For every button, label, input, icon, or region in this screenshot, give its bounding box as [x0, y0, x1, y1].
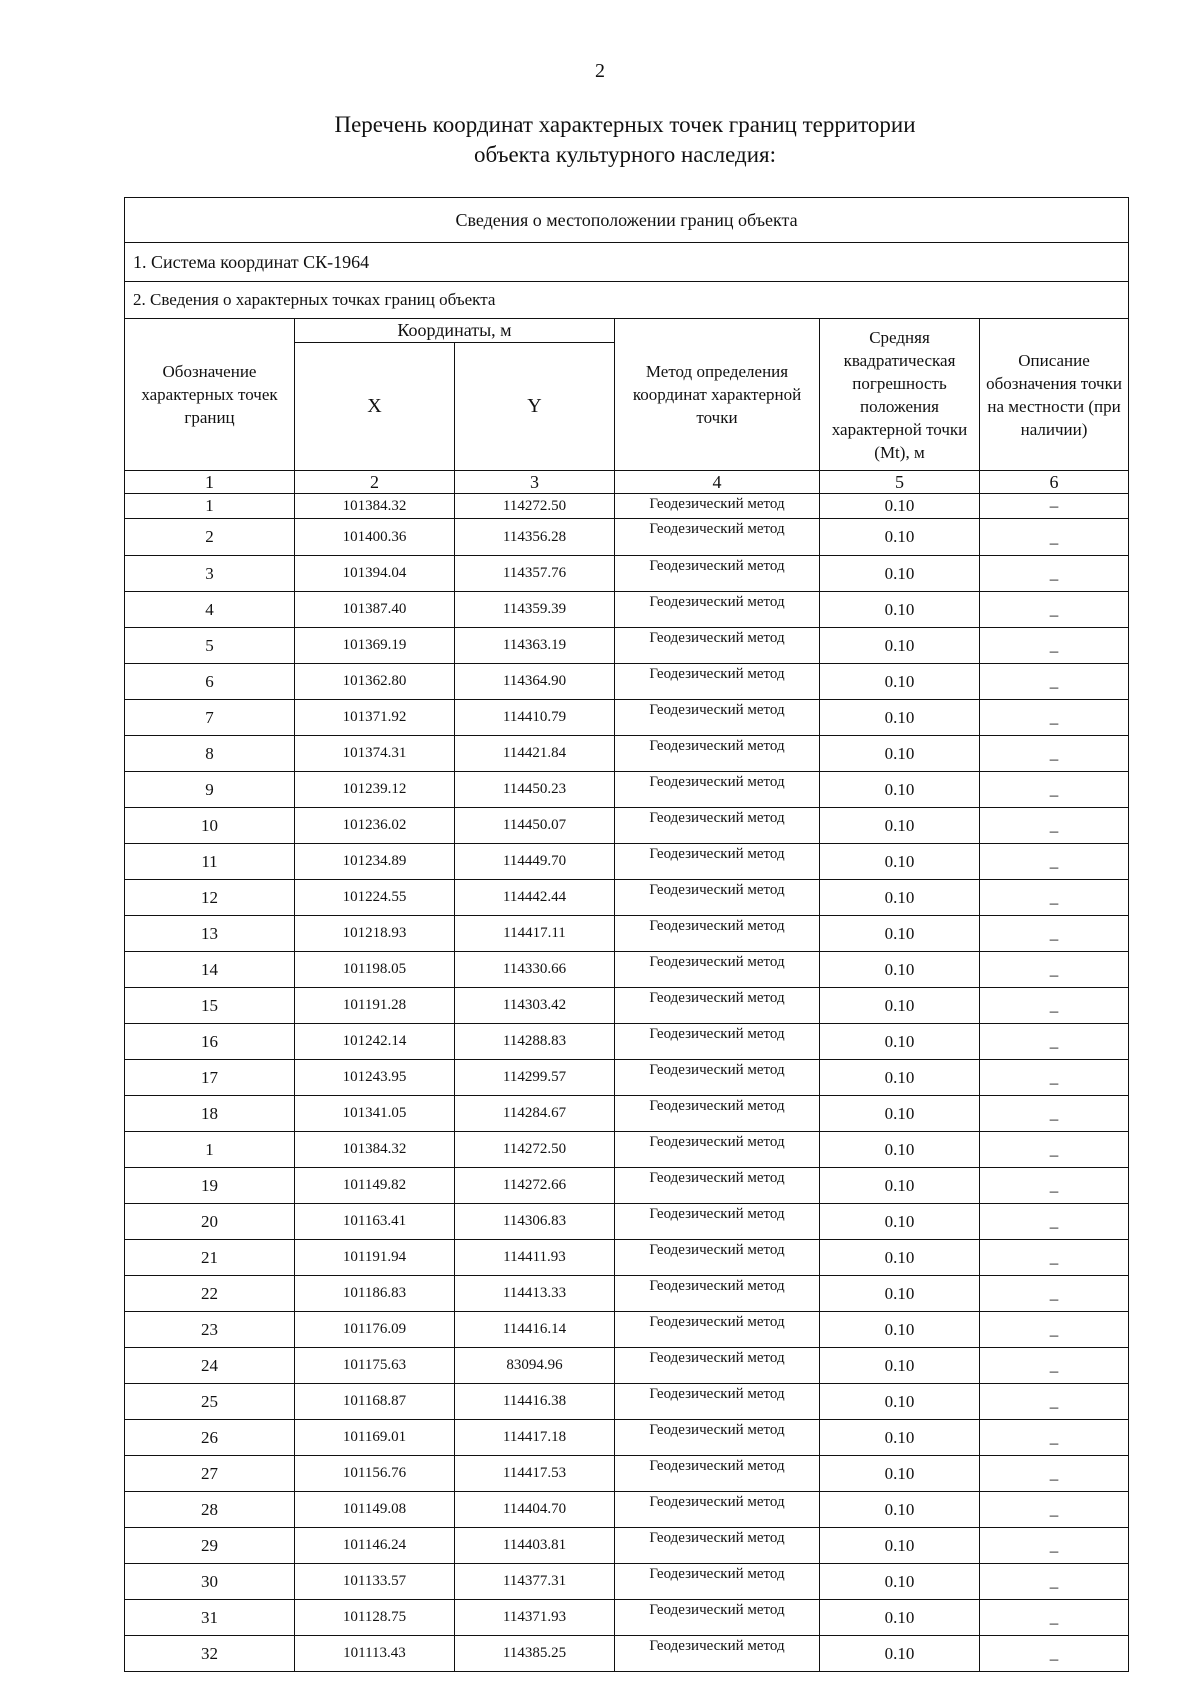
cell-method: Геодезический метод [615, 592, 820, 628]
table-row [125, 736, 1129, 772]
cell-point-id: 24 [125, 1348, 295, 1384]
cell-coord-y: 114416.38 [455, 1384, 615, 1420]
cell-coord-y: 114306.83 [455, 1204, 615, 1240]
cell-point-id: 25 [125, 1384, 295, 1420]
table-row [125, 494, 1129, 519]
title-line-2: объекта культурного наследия: [473, 142, 777, 167]
header-point: Обозначение характерных точек границ [125, 319, 295, 471]
coordinate-system: 1. Система координат СК-1964 [125, 243, 1129, 282]
column-numbers-row [125, 471, 1129, 494]
table-row [125, 1528, 1129, 1564]
cell-method: Геодезический метод [615, 952, 820, 988]
cell-coord-y: 114371.93 [455, 1600, 615, 1636]
cell-method: Геодезический метод [615, 1276, 820, 1312]
cell-error-value: 0.10 [820, 1312, 980, 1348]
cell-error-value: 0.10 [820, 772, 980, 808]
cell-coord-x: 101242.14 [295, 1024, 455, 1060]
cell-point-id: 30 [125, 1564, 295, 1600]
cell-point-id: 18 [125, 1096, 295, 1132]
cell-coord-x: 101128.75 [295, 1600, 455, 1636]
cell-description: – [980, 1348, 1129, 1384]
header-coordinates: Координаты, м [295, 319, 615, 343]
cell-error-value: 0.10 [820, 1636, 980, 1672]
cell-method: Геодезический метод [615, 1024, 820, 1060]
table-row [125, 772, 1129, 808]
column-number: 1 [125, 471, 295, 494]
cell-coord-y: 114357.76 [455, 556, 615, 592]
cell-error-value: 0.10 [820, 1384, 980, 1420]
cell-method: Геодезический метод [615, 1348, 820, 1384]
cell-description: – [980, 1240, 1129, 1276]
cell-point-id: 7 [125, 700, 295, 736]
cell-method: Геодезический метод [615, 1312, 820, 1348]
cell-point-id: 21 [125, 1240, 295, 1276]
cell-coord-x: 101374.31 [295, 736, 455, 772]
table-row [125, 1168, 1129, 1204]
cell-method: Геодезический метод [615, 556, 820, 592]
cell-coord-y: 114450.07 [455, 808, 615, 844]
cell-description: – [980, 700, 1129, 736]
cell-coord-x: 101163.41 [295, 1204, 455, 1240]
cell-coord-y: 114421.84 [455, 736, 615, 772]
cell-coord-x: 101369.19 [295, 628, 455, 664]
cell-method: Геодезический метод [615, 700, 820, 736]
cell-description: – [980, 556, 1129, 592]
cell-point-id: 29 [125, 1528, 295, 1564]
cell-description: – [980, 736, 1129, 772]
cell-error-value: 0.10 [820, 1168, 980, 1204]
cell-description: – [980, 1060, 1129, 1096]
table-row [125, 1240, 1129, 1276]
table-row [125, 1096, 1129, 1132]
cell-method: Геодезический метод [615, 1600, 820, 1636]
table-row [125, 844, 1129, 880]
cell-error-value: 0.10 [820, 916, 980, 952]
cell-point-id: 6 [125, 664, 295, 700]
cell-point-id: 26 [125, 1420, 295, 1456]
cell-coord-x: 101218.93 [295, 916, 455, 952]
cell-description: – [980, 494, 1129, 519]
cell-description: – [980, 1132, 1129, 1168]
cell-coord-x: 101236.02 [295, 808, 455, 844]
cell-coord-x: 101133.57 [295, 1564, 455, 1600]
cell-method: Геодезический метод [615, 988, 820, 1024]
cell-error-value: 0.10 [820, 1492, 980, 1528]
cell-coord-y: 114417.18 [455, 1420, 615, 1456]
cell-method: Геодезический метод [615, 494, 820, 519]
cell-coord-y: 114363.19 [455, 628, 615, 664]
cell-coord-x: 101169.01 [295, 1420, 455, 1456]
cell-error-value: 0.10 [820, 700, 980, 736]
cell-method: Геодезический метод [615, 1204, 820, 1240]
table-row [125, 1420, 1129, 1456]
cell-error-value: 0.10 [820, 1348, 980, 1384]
cell-method: Геодезический метод [615, 1528, 820, 1564]
cell-coord-x: 101224.55 [295, 880, 455, 916]
cell-coord-y: 114417.11 [455, 916, 615, 952]
cell-point-id: 27 [125, 1456, 295, 1492]
cell-error-value: 0.10 [820, 1204, 980, 1240]
cell-point-id: 9 [125, 772, 295, 808]
cell-description: – [980, 1636, 1129, 1672]
cell-description: – [980, 1456, 1129, 1492]
cell-point-id: 13 [125, 916, 295, 952]
cell-coord-y: 114272.50 [455, 494, 615, 519]
cell-description: – [980, 988, 1129, 1024]
cell-method: Геодезический метод [615, 628, 820, 664]
column-number: 5 [820, 471, 980, 494]
table-row [125, 880, 1129, 916]
table-row [125, 916, 1129, 952]
header-description: Описание обозначения точки на местности (при наличии) [980, 319, 1129, 471]
cell-point-id: 22 [125, 1276, 295, 1312]
cell-point-id: 23 [125, 1312, 295, 1348]
cell-method: Геодезический метод [615, 1564, 820, 1600]
cell-description: – [980, 772, 1129, 808]
cell-coord-y: 114403.81 [455, 1528, 615, 1564]
cell-coord-y: 114284.67 [455, 1096, 615, 1132]
cell-error-value: 0.10 [820, 952, 980, 988]
cell-coord-y: 114272.50 [455, 1132, 615, 1168]
cell-description: – [980, 1312, 1129, 1348]
cell-description: – [980, 952, 1129, 988]
cell-point-id: 1 [125, 1132, 295, 1168]
cell-method: Геодезический метод [615, 1456, 820, 1492]
header-y: Y [455, 343, 615, 471]
cell-error-value: 0.10 [820, 664, 980, 700]
cell-coord-y: 114364.90 [455, 664, 615, 700]
cell-coord-x: 101175.63 [295, 1348, 455, 1384]
cell-method: Геодезический метод [615, 1420, 820, 1456]
cell-coord-x: 101113.43 [295, 1636, 455, 1672]
cell-error-value: 0.10 [820, 556, 980, 592]
cell-description: – [980, 1384, 1129, 1420]
cell-coord-x: 101387.40 [295, 592, 455, 628]
cell-error-value: 0.10 [820, 519, 980, 556]
cell-coord-y: 114410.79 [455, 700, 615, 736]
cell-point-id: 3 [125, 556, 295, 592]
page-number: 2 [595, 60, 605, 82]
cell-error-value: 0.10 [820, 1600, 980, 1636]
cell-coord-y: 114411.93 [455, 1240, 615, 1276]
cell-description: – [980, 1276, 1129, 1312]
cell-error-value: 0.10 [820, 880, 980, 916]
table-row [125, 988, 1129, 1024]
cell-point-id: 14 [125, 952, 295, 988]
cell-method: Геодезический метод [615, 1132, 820, 1168]
cell-method: Геодезический метод [615, 736, 820, 772]
cell-description: – [980, 1600, 1129, 1636]
cell-description: – [980, 1096, 1129, 1132]
column-number: 3 [455, 471, 615, 494]
cell-coord-x: 101243.95 [295, 1060, 455, 1096]
table-row [125, 1348, 1129, 1384]
cell-description: – [980, 1420, 1129, 1456]
cell-coord-y: 114442.44 [455, 880, 615, 916]
cell-method: Геодезический метод [615, 1636, 820, 1672]
table-row [125, 1384, 1129, 1420]
table-row [125, 1060, 1129, 1096]
cell-point-id: 5 [125, 628, 295, 664]
cell-coord-x: 101384.32 [295, 494, 455, 519]
cell-point-id: 20 [125, 1204, 295, 1240]
cell-description: – [980, 844, 1129, 880]
cell-point-id: 10 [125, 808, 295, 844]
cell-point-id: 4 [125, 592, 295, 628]
cell-method: Геодезический метод [615, 1060, 820, 1096]
cell-method: Геодезический метод [615, 772, 820, 808]
cell-description: – [980, 808, 1129, 844]
cell-description: – [980, 664, 1129, 700]
cell-error-value: 0.10 [820, 628, 980, 664]
cell-coord-x: 101341.05 [295, 1096, 455, 1132]
cell-error-value: 0.10 [820, 1132, 980, 1168]
cell-error-value: 0.10 [820, 1024, 980, 1060]
cell-point-id: 19 [125, 1168, 295, 1204]
cell-coord-y: 114272.66 [455, 1168, 615, 1204]
cell-coord-x: 101362.80 [295, 664, 455, 700]
cell-method: Геодезический метод [615, 844, 820, 880]
cell-method: Геодезический метод [615, 1168, 820, 1204]
cell-error-value: 0.10 [820, 736, 980, 772]
cell-description: – [980, 1204, 1129, 1240]
cell-coord-y: 114330.66 [455, 952, 615, 988]
cell-error-value: 0.10 [820, 844, 980, 880]
cell-error-value: 0.10 [820, 988, 980, 1024]
cell-point-id: 12 [125, 880, 295, 916]
table-row [125, 1024, 1129, 1060]
table-row [125, 628, 1129, 664]
cell-method: Геодезический метод [615, 1384, 820, 1420]
cell-method: Геодезический метод [615, 916, 820, 952]
cell-coord-y: 114356.28 [455, 519, 615, 556]
cell-method: Геодезический метод [615, 1492, 820, 1528]
cell-description: – [980, 1492, 1129, 1528]
cell-coord-x: 101371.92 [295, 700, 455, 736]
table-row [125, 1204, 1129, 1240]
cell-coord-y: 114413.33 [455, 1276, 615, 1312]
cell-coord-y: 114359.39 [455, 592, 615, 628]
table-row [125, 1492, 1129, 1528]
cell-coord-y: 114288.83 [455, 1024, 615, 1060]
header-x: X [295, 343, 455, 471]
table-row [125, 1312, 1129, 1348]
cell-coord-y: 83094.96 [455, 1348, 615, 1384]
cell-coord-x: 101168.87 [295, 1384, 455, 1420]
table-row [125, 592, 1129, 628]
cell-description: – [980, 628, 1129, 664]
table-row [125, 1456, 1129, 1492]
cell-coord-x: 101198.05 [295, 952, 455, 988]
cell-method: Геодезический метод [615, 808, 820, 844]
cell-coord-x: 101146.24 [295, 1528, 455, 1564]
cell-coord-x: 101149.82 [295, 1168, 455, 1204]
cell-coord-x: 101400.36 [295, 519, 455, 556]
cell-method: Геодезический метод [615, 664, 820, 700]
cell-point-id: 32 [125, 1636, 295, 1672]
cell-method: Геодезический метод [615, 519, 820, 556]
cell-description: – [980, 1528, 1129, 1564]
cell-description: – [980, 1168, 1129, 1204]
cell-error-value: 0.10 [820, 1564, 980, 1600]
cell-coord-x: 101186.83 [295, 1276, 455, 1312]
table-row [125, 700, 1129, 736]
coordinates-table [124, 197, 1129, 1672]
cell-coord-x: 101156.76 [295, 1456, 455, 1492]
cell-error-value: 0.10 [820, 1240, 980, 1276]
cell-point-id: 11 [125, 844, 295, 880]
cell-point-id: 31 [125, 1600, 295, 1636]
cell-error-value: 0.10 [820, 592, 980, 628]
cell-method: Геодезический метод [615, 1240, 820, 1276]
table-row [125, 556, 1129, 592]
cell-coord-y: 114377.31 [455, 1564, 615, 1600]
column-number: 4 [615, 471, 820, 494]
cell-point-id: 15 [125, 988, 295, 1024]
cell-point-id: 17 [125, 1060, 295, 1096]
cell-coord-y: 114404.70 [455, 1492, 615, 1528]
cell-method: Геодезический метод [615, 1096, 820, 1132]
cell-error-value: 0.10 [820, 494, 980, 519]
cell-coord-x: 101239.12 [295, 772, 455, 808]
cell-coord-x: 101176.09 [295, 1312, 455, 1348]
cell-coord-x: 101191.28 [295, 988, 455, 1024]
table-row [125, 1132, 1129, 1168]
section-title: Сведения о местоположении границ объекта [125, 198, 1129, 243]
column-number: 2 [295, 471, 455, 494]
cell-error-value: 0.10 [820, 1528, 980, 1564]
cell-point-id: 16 [125, 1024, 295, 1060]
cell-coord-y: 114385.25 [455, 1636, 615, 1672]
cell-error-value: 0.10 [820, 1420, 980, 1456]
cell-point-id: 8 [125, 736, 295, 772]
table-row [125, 519, 1129, 556]
cell-coord-y: 114450.23 [455, 772, 615, 808]
header-error: Средняя квадратическая погрешность положения характерной точки (Mt), м [820, 319, 980, 471]
cell-point-id: 1 [125, 494, 295, 519]
cell-coord-x: 101149.08 [295, 1492, 455, 1528]
cell-method: Геодезический метод [615, 880, 820, 916]
cell-coord-y: 114449.70 [455, 844, 615, 880]
cell-coord-y: 114299.57 [455, 1060, 615, 1096]
table-row [125, 664, 1129, 700]
cell-coord-x: 101384.32 [295, 1132, 455, 1168]
cell-description: – [980, 880, 1129, 916]
cell-coord-y: 114416.14 [455, 1312, 615, 1348]
cell-coord-x: 101394.04 [295, 556, 455, 592]
table-row [125, 1600, 1129, 1636]
cell-error-value: 0.10 [820, 1456, 980, 1492]
cell-coord-x: 101191.94 [295, 1240, 455, 1276]
header-method: Метод определения координат характерной точки [615, 319, 820, 471]
title-line-1: Перечень координат характерных точек границ территории [334, 112, 916, 137]
cell-description: – [980, 916, 1129, 952]
table-row [125, 1564, 1129, 1600]
cell-description: – [980, 1024, 1129, 1060]
cell-coord-y: 114303.42 [455, 988, 615, 1024]
table-row [125, 808, 1129, 844]
cell-coord-x: 101234.89 [295, 844, 455, 880]
table-row [125, 952, 1129, 988]
cell-error-value: 0.10 [820, 1096, 980, 1132]
cell-description: – [980, 592, 1129, 628]
table-row [125, 1276, 1129, 1312]
cell-description: – [980, 519, 1129, 556]
document-title [0, 110, 1200, 170]
cell-error-value: 0.10 [820, 808, 980, 844]
column-number: 6 [980, 471, 1129, 494]
cell-error-value: 0.10 [820, 1276, 980, 1312]
cell-point-id: 28 [125, 1492, 295, 1528]
table-row [125, 1636, 1129, 1672]
cell-error-value: 0.10 [820, 1060, 980, 1096]
cell-coord-y: 114417.53 [455, 1456, 615, 1492]
cell-point-id: 2 [125, 519, 295, 556]
points-section-title: 2. Сведения о характерных точках границ объекта [125, 282, 1129, 319]
cell-description: – [980, 1564, 1129, 1600]
